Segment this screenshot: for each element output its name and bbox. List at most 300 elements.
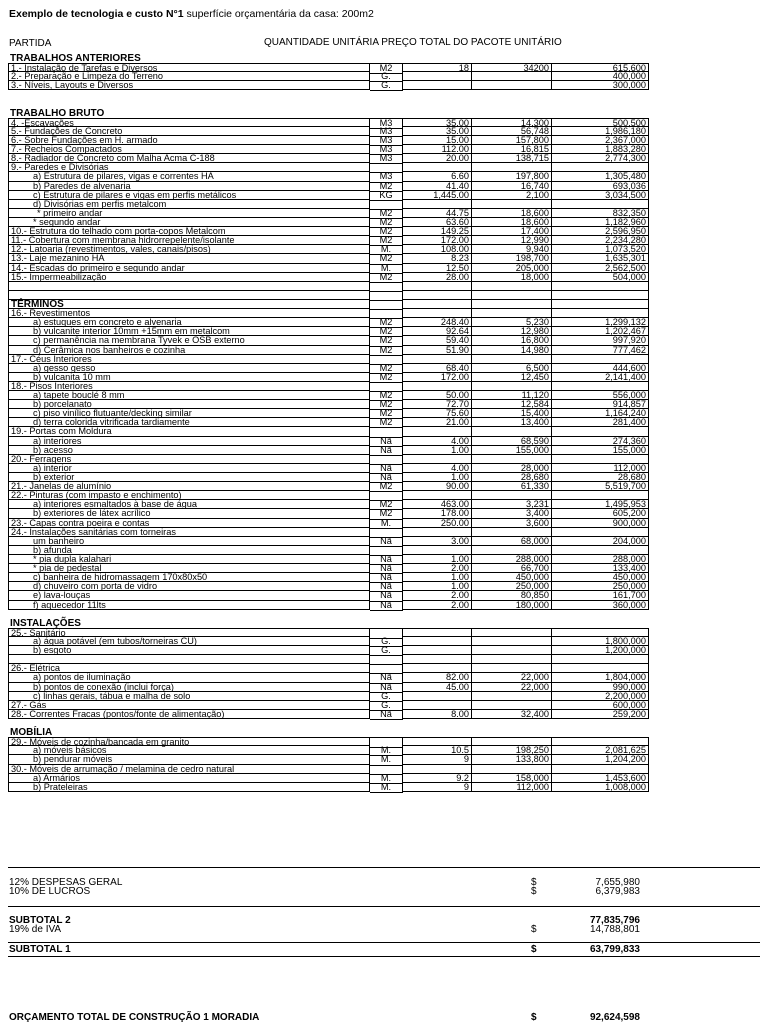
- table-row: [8, 655, 649, 664]
- item-quantity: 10.5: [402, 746, 472, 755]
- item-total: 1,073,520: [552, 245, 649, 254]
- item-unit: M2: [370, 373, 403, 383]
- item-description: a) gesso gesso: [8, 364, 370, 373]
- item-quantity: 75.60: [402, 409, 472, 418]
- item-total: 1,200,000: [552, 646, 649, 655]
- section-title: TRABALHO BRUTO: [10, 107, 105, 119]
- item-total: 161,700: [552, 591, 649, 600]
- item-unit-price: 11,120: [472, 391, 552, 400]
- item-quantity: 68.40: [402, 364, 472, 373]
- item-total: [552, 282, 649, 291]
- item-quantity: 4.00: [402, 464, 472, 473]
- item-description: d) Cerâmica nos banheiros e cozinha: [8, 346, 370, 355]
- item-total: 900,000: [552, 519, 649, 528]
- item-total: 600,000: [552, 701, 649, 710]
- item-quantity: 28.00: [402, 273, 472, 282]
- table-row: [8, 528, 649, 537]
- item-quantity: 149.25: [402, 227, 472, 236]
- item-unit-price: 22,000: [472, 683, 552, 692]
- item-description: b) porcelanato: [8, 400, 370, 409]
- item-total: 832,350: [552, 209, 649, 218]
- divider: [8, 942, 760, 943]
- item-quantity: 108.00: [402, 245, 472, 254]
- item-description: 8.- Radiador de Concreto com Malha Acma C-188: [8, 154, 370, 163]
- item-total: 615,600: [552, 63, 649, 72]
- item-quantity: [402, 646, 472, 655]
- item-unit-price: 3,231: [472, 500, 552, 509]
- item-unit-price: 12,980: [472, 327, 552, 336]
- item-quantity: 9: [402, 755, 472, 764]
- item-total: 400,000: [552, 72, 649, 81]
- item-total: 2,562,500: [552, 264, 649, 273]
- item-description: b) vulcanita 10 mm: [8, 373, 370, 382]
- item-unit: M2: [370, 254, 403, 264]
- item-description: 16.- Revestimentos: [8, 309, 370, 318]
- table-row: [8, 582, 649, 591]
- item-total: 504,000: [552, 273, 649, 282]
- item-quantity: 35.00: [402, 127, 472, 136]
- table-row: [8, 391, 649, 400]
- divider: [8, 956, 760, 957]
- item-total: 990,000: [552, 683, 649, 692]
- item-unit-price: 68,000: [472, 537, 552, 546]
- item-description: 22.- Pinturas (com impasto e enchimento): [8, 491, 370, 500]
- item-quantity: 1,445.00: [402, 191, 472, 200]
- item-unit: M2: [370, 209, 403, 219]
- item-unit-price: 16,800: [472, 336, 552, 345]
- item-quantity: 8.23: [402, 254, 472, 263]
- item-description: * pia de pedestal: [8, 564, 370, 573]
- item-unit: Nã: [370, 710, 403, 720]
- item-unit-price: 32,400: [472, 710, 552, 719]
- item-quantity: 92.64: [402, 327, 472, 336]
- iva-value: 14,788,801: [589, 924, 640, 935]
- item-unit-price: [472, 655, 552, 664]
- item-total: 1,495,953: [552, 500, 649, 509]
- item-unit: Nã: [370, 582, 403, 592]
- item-description: um banheiro: [8, 537, 370, 546]
- item-quantity: 9.2: [402, 774, 472, 783]
- item-description: b) exteriores de látex acrílico: [8, 509, 370, 518]
- item-unit: M2: [370, 182, 403, 192]
- section-heading: [8, 109, 649, 118]
- item-unit: M3: [370, 154, 403, 164]
- item-description: c) linhas gerais, tábua e malha de solo: [8, 692, 370, 701]
- subtotal2-label: SUBTOTAL 2: [9, 915, 71, 926]
- item-total: 2,596,950: [552, 227, 649, 236]
- spacer-row: [8, 100, 649, 109]
- item-unit-price: [472, 628, 552, 637]
- item-unit-price: 15,400: [472, 409, 552, 418]
- subtotal1-value: 63,799,833: [589, 944, 640, 955]
- item-description: 24.- Instalações sanitárias com torneiras: [8, 528, 370, 537]
- item-description: a) móveis básicos: [8, 746, 370, 755]
- item-unit: Nã: [370, 673, 403, 683]
- grand-total-label: ORÇAMENTO TOTAL DE CONSTRUÇÃO 1 MORADIA: [9, 1012, 260, 1023]
- item-unit-price: 13,400: [472, 418, 552, 427]
- table-row: [8, 81, 649, 90]
- item-total: 1,305,480: [552, 172, 649, 181]
- item-total: 914,857: [552, 400, 649, 409]
- item-unit-price: 16,740: [472, 182, 552, 191]
- item-unit-price: 61,330: [472, 482, 552, 491]
- item-quantity: 63.60: [402, 218, 472, 227]
- item-total: 693,036: [552, 182, 649, 191]
- item-quantity: 1.00: [402, 555, 472, 564]
- spacer-row: [8, 610, 649, 619]
- item-unit: Nã: [370, 437, 403, 447]
- item-description: 21.- Janelas de alumínio: [8, 482, 370, 491]
- table-row: [8, 291, 649, 300]
- item-description: 1.- Instalação de Tarefas e Diversos: [8, 63, 370, 72]
- item-total: 112,000: [552, 464, 649, 473]
- item-description: a) pontos de iluminação: [8, 673, 370, 682]
- item-description: a) interiores: [8, 437, 370, 446]
- empty-cell: [472, 300, 552, 309]
- item-unit: M2: [370, 482, 403, 492]
- item-total: 500,500: [552, 118, 649, 127]
- despesas-currency: $: [531, 877, 537, 888]
- item-unit-price: 18,000: [472, 273, 552, 282]
- item-total: [552, 291, 649, 300]
- item-description: 12.- Latoaria (revestimentos, vales, canais/pisos): [8, 245, 370, 254]
- item-quantity: 72.70: [402, 400, 472, 409]
- section-title: TÉRMINOS: [8, 300, 370, 309]
- item-total: 1,008,000: [552, 783, 649, 792]
- item-unit: G.: [370, 72, 403, 82]
- item-quantity: 41.40: [402, 182, 472, 191]
- item-description: d) Divisórias em perfis metalcom: [8, 200, 370, 209]
- item-unit-price: [472, 646, 552, 655]
- item-quantity: 6.60: [402, 172, 472, 181]
- item-total: 300,000: [552, 81, 649, 90]
- item-description: 9.- Paredes e Divisórias: [8, 163, 370, 172]
- item-quantity: 172.00: [402, 373, 472, 382]
- item-unit: M2: [370, 327, 403, 337]
- despesas-label: 12% DESPESAS GERAL: [9, 877, 123, 888]
- item-unit: Nã: [370, 473, 403, 483]
- item-unit-price: 3,600: [472, 519, 552, 528]
- item-total: 1,204,200: [552, 755, 649, 764]
- item-total: 2,200,000: [552, 692, 649, 701]
- item-total: 2,367,000: [552, 136, 649, 145]
- item-total: 1,164,240: [552, 409, 649, 418]
- item-description: 6.- Sobre Fundações em H. armado: [8, 136, 370, 145]
- item-unit-price: 138,715: [472, 154, 552, 163]
- item-total: 1,182,960: [552, 218, 649, 227]
- item-description: a) interiores esmaltados à base de água: [8, 500, 370, 509]
- item-description: * pia dupla kalahari: [8, 555, 370, 564]
- item-description: c) permanência na membrana Tyvek e OSB externo: [8, 336, 370, 345]
- item-quantity: 2.00: [402, 601, 472, 610]
- section-heading: [8, 54, 649, 63]
- item-total: 28,680: [552, 473, 649, 482]
- item-unit-price: 157,800: [472, 136, 552, 145]
- item-quantity: 8.00: [402, 710, 472, 719]
- item-unit: Nã: [370, 537, 403, 547]
- item-unit: M2: [370, 336, 403, 346]
- item-unit-price: 17,400: [472, 227, 552, 236]
- item-unit-price: [472, 72, 552, 81]
- item-description: 25.- Sanitário: [8, 628, 370, 637]
- item-unit: Nã: [370, 555, 403, 565]
- item-quantity: 1.00: [402, 446, 472, 455]
- item-unit-price: 197,800: [472, 172, 552, 181]
- table-row: [8, 282, 649, 291]
- table-row: [8, 464, 649, 473]
- item-unit-price: 155,000: [472, 446, 552, 455]
- item-unit-price: 14,980: [472, 346, 552, 355]
- item-unit: Nã: [370, 564, 403, 574]
- table-row: [8, 200, 649, 209]
- item-description: 27.- Gás: [8, 701, 370, 710]
- item-unit-price: [472, 637, 552, 646]
- item-quantity: 50.00: [402, 391, 472, 400]
- item-quantity: 51.90: [402, 346, 472, 355]
- item-unit-price: 158,000: [472, 774, 552, 783]
- item-unit-price: 112,000: [472, 783, 552, 792]
- item-total: 605,200: [552, 509, 649, 518]
- item-unit: Nã: [370, 601, 403, 611]
- item-unit: M2: [370, 236, 403, 246]
- grand-total-value: 92,624,598: [589, 1012, 640, 1023]
- item-quantity: 90.00: [402, 482, 472, 491]
- item-unit-price: 28,000: [472, 464, 552, 473]
- item-unit: M.: [370, 264, 403, 274]
- item-description: c) piso vinílico flutuante/decking similar: [8, 409, 370, 418]
- table-row: [8, 692, 649, 701]
- spacer-row: [8, 719, 649, 728]
- item-quantity: 248.40: [402, 318, 472, 327]
- table-row: [8, 446, 649, 455]
- item-description: b) afunda: [8, 546, 370, 555]
- item-description: a) tapete bouclé 8 mm: [8, 391, 370, 400]
- table-row: [8, 273, 649, 282]
- item-description: b) Prateleiras: [8, 783, 370, 792]
- item-quantity: 44.75: [402, 209, 472, 218]
- item-unit-price: [472, 81, 552, 90]
- document-title-rest: superfície orçamentária da casa: 200m2: [183, 8, 374, 20]
- item-description: 23.- Capas contra poeira e contas: [8, 519, 370, 528]
- item-quantity: 1.00: [402, 473, 472, 482]
- item-unit: M2: [370, 318, 403, 328]
- item-total: 5,519,700: [552, 482, 649, 491]
- item-unit-price: [472, 282, 552, 291]
- item-description: 14.- Escadas do primeiro e segundo andar: [8, 264, 370, 273]
- item-quantity: 18: [402, 63, 472, 72]
- item-total: 281,400: [552, 418, 649, 427]
- section-heading: [8, 300, 649, 309]
- item-total: 204,000: [552, 537, 649, 546]
- item-description: b) pendurar móveis: [8, 755, 370, 764]
- item-unit: G.: [370, 637, 403, 647]
- item-total: 1,804,000: [552, 673, 649, 682]
- item-total: 3,034,500: [552, 191, 649, 200]
- item-unit: M2: [370, 218, 403, 228]
- item-total: 1,800,000: [552, 637, 649, 646]
- item-unit-price: [472, 692, 552, 701]
- table-row: [8, 437, 649, 446]
- item-unit: M2: [370, 400, 403, 410]
- item-unit-price: 6,500: [472, 364, 552, 373]
- item-total: 556,000: [552, 391, 649, 400]
- item-total: 250,000: [552, 582, 649, 591]
- item-description: a) água potável (em tubos/torneiras CU): [8, 637, 370, 646]
- table-row: [8, 455, 649, 464]
- item-total: 2,081,625: [552, 746, 649, 755]
- table-row: [8, 537, 649, 546]
- item-total: 1,883,280: [552, 145, 649, 154]
- item-total: 1,299,132: [552, 318, 649, 327]
- item-quantity: 1.00: [402, 573, 472, 582]
- item-quantity: [402, 282, 472, 291]
- item-unit: G.: [370, 81, 403, 91]
- iva-label: 19% de IVA: [9, 924, 62, 935]
- item-total: 2,774,300: [552, 154, 649, 163]
- table-row: [8, 646, 649, 655]
- item-unit: M3: [370, 145, 403, 155]
- item-unit: G.: [370, 692, 403, 702]
- item-description: [8, 282, 370, 291]
- despesas-value: 7,655,980: [595, 877, 640, 888]
- item-unit-price: 66,700: [472, 564, 552, 573]
- item-total: 1,635,301: [552, 254, 649, 263]
- item-unit: M2: [370, 500, 403, 510]
- item-total: 777,462: [552, 346, 649, 355]
- item-unit: M2: [370, 346, 403, 356]
- item-total: [552, 655, 649, 664]
- section-heading: [8, 728, 649, 737]
- item-description: b) exterior: [8, 473, 370, 482]
- item-total: 2,234,280: [552, 236, 649, 245]
- item-total: 1,202,467: [552, 327, 649, 336]
- item-unit: M.: [370, 783, 403, 793]
- item-unit: G.: [370, 701, 403, 711]
- item-quantity: 9: [402, 783, 472, 792]
- item-unit: KG: [370, 191, 403, 201]
- divider: [8, 867, 760, 868]
- table-row: [8, 555, 649, 564]
- item-description: 4. -Escavações: [8, 118, 370, 127]
- lucros-value: 6,379,983: [595, 886, 640, 897]
- item-total: 259,200: [552, 710, 649, 719]
- item-quantity: 20.00: [402, 154, 472, 163]
- table-row: [8, 427, 649, 436]
- subtotal1-label: SUBTOTAL 1: [9, 944, 71, 955]
- item-total: 444,600: [552, 364, 649, 373]
- item-quantity: 35.00: [402, 118, 472, 127]
- item-quantity: 3.00: [402, 537, 472, 546]
- item-description: d) terra colorida vitrificada tardiamente: [8, 418, 370, 427]
- item-unit: M.: [370, 774, 403, 784]
- item-description: d) chuveiro com porta de vidro: [8, 582, 370, 591]
- table-row: [8, 346, 649, 355]
- item-unit-price: 14,300: [472, 118, 552, 127]
- item-unit-price: 198,700: [472, 254, 552, 263]
- item-description: 15.- Impermeabilização: [8, 273, 370, 282]
- section-title: INSTALAÇÕES: [10, 617, 81, 629]
- item-description: e) lava-louças: [8, 591, 370, 600]
- item-description: 3.- Níveis, Layouts e Diversos: [8, 81, 370, 90]
- table-row: [8, 783, 649, 792]
- item-quantity: 1.00: [402, 582, 472, 591]
- item-total: 1,453,600: [552, 774, 649, 783]
- item-unit-price: 56,748: [472, 127, 552, 136]
- item-unit: M3: [370, 127, 403, 137]
- item-quantity: [402, 72, 472, 81]
- subtotal1-currency: $: [531, 944, 537, 955]
- item-quantity: 2.00: [402, 564, 472, 573]
- table-row: [8, 637, 649, 646]
- item-unit: Nã: [370, 683, 403, 693]
- item-unit: Nã: [370, 446, 403, 456]
- item-description: 5.- Fundações de Concreto: [8, 127, 370, 136]
- item-quantity: 172.00: [402, 236, 472, 245]
- item-unit-price: 12,990: [472, 236, 552, 245]
- item-total: 2,141,400: [552, 373, 649, 382]
- item-total: 997,920: [552, 336, 649, 345]
- subtotal2-value: 77,835,796: [589, 915, 640, 926]
- item-unit-price: 9,940: [472, 245, 552, 254]
- item-unit-price: 250,000: [472, 582, 552, 591]
- item-description: c) Estrutura de pilares e vigas em perfis metálicos: [8, 191, 370, 200]
- table-row: [8, 209, 649, 218]
- item-description: b) acesso: [8, 446, 370, 455]
- item-description: 26.- Elétrica: [8, 664, 370, 673]
- item-unit: M2: [370, 418, 403, 428]
- item-quantity: 178.00: [402, 509, 472, 518]
- section-title: TRABALHOS ANTERIORES: [10, 53, 141, 64]
- item-unit: M3: [370, 136, 403, 146]
- item-description: 29.- Móveis de cozinha/bancada em granito: [8, 737, 370, 746]
- item-description: a) interior: [8, 464, 370, 473]
- item-description: c) banheira de hidromassagem 170x80x50: [8, 573, 370, 582]
- item-description: 20.- Ferragens: [8, 455, 370, 464]
- item-total: 288,000: [552, 555, 649, 564]
- partida-header: PARTIDA: [9, 38, 52, 49]
- spacer-row: [8, 90, 649, 99]
- item-description: b) pontos de conexão (inclui força): [8, 683, 370, 692]
- item-quantity: [402, 628, 472, 637]
- item-quantity: [402, 637, 472, 646]
- item-unit: M2: [370, 391, 403, 401]
- item-unit-price: 68,590: [472, 437, 552, 446]
- item-unit-price: 198,250: [472, 746, 552, 755]
- item-description: * primeiro andar: [8, 209, 370, 218]
- item-unit-price: 205,000: [472, 264, 552, 273]
- item-quantity: [402, 692, 472, 701]
- item-unit-price: 450,000: [472, 573, 552, 582]
- item-unit-price: 34200: [472, 63, 552, 72]
- item-description: 7.- Recheios Compactados: [8, 145, 370, 154]
- item-unit: Nã: [370, 573, 403, 583]
- item-quantity: [402, 81, 472, 90]
- table-row: [8, 373, 649, 382]
- item-description: 28.- Correntes Fracas (pontos/fonte de alimentação): [8, 710, 370, 719]
- item-description: f) aquecedor 11lts: [8, 601, 370, 610]
- item-total: 274,360: [552, 437, 649, 446]
- table-row: [8, 601, 649, 610]
- item-unit-price: 18,600: [472, 209, 552, 218]
- item-quantity: 463.00: [402, 500, 472, 509]
- item-description: [8, 655, 370, 664]
- item-description: 11.- Cobertura com membrana hidrorrepelente/isolante: [8, 236, 370, 245]
- item-unit-price: 12,450: [472, 373, 552, 382]
- lucros-label: 10% DE LUCROS: [9, 886, 91, 897]
- item-quantity: 250.00: [402, 519, 472, 528]
- item-description: a) Estrutura de pilares, vigas e correntes HA: [8, 172, 370, 181]
- section-title: MOBÍLIA: [10, 727, 53, 739]
